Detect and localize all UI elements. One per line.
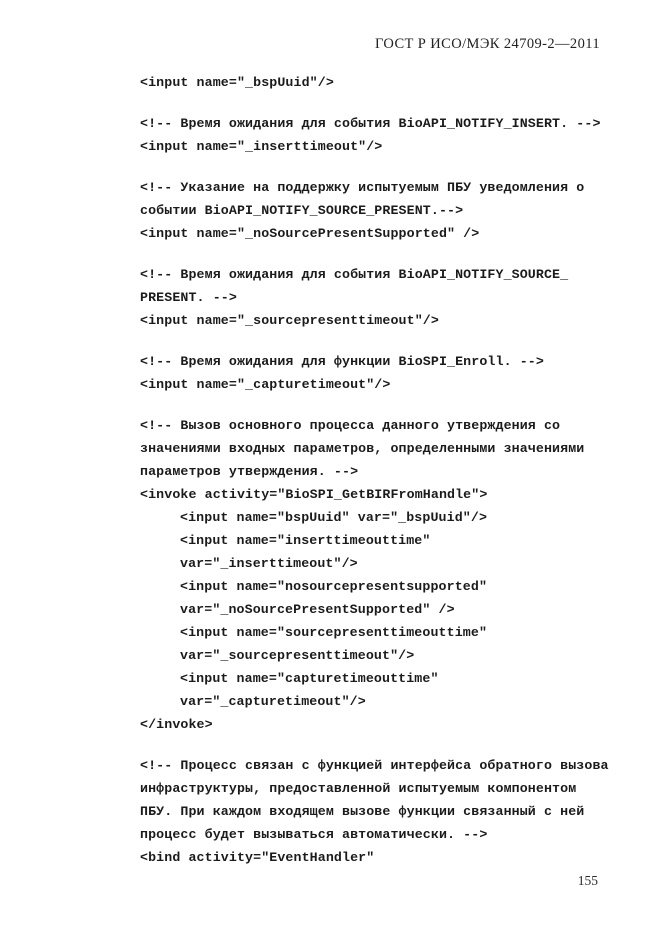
- code-line: <!-- Время ожидания для функции BioSPI_Enroll. -->: [140, 354, 544, 369]
- code-line: var="_sourcepresenttimeout"/>: [180, 648, 415, 663]
- code-line: <input name="nosourcepresentsupported": [180, 579, 488, 594]
- code-paragraph: [140, 263, 623, 332]
- code-line: <input name="_inserttimeout"/>: [140, 139, 383, 154]
- code-line: <input name="bspUuid" var="_bspUuid"/>: [180, 510, 488, 525]
- code-line: параметров утверждения. -->: [140, 464, 359, 479]
- code-line: <!-- Время ожидания для события BioAPI_NOTIFY_SOURCE_: [140, 267, 569, 282]
- code-line: событии BioAPI_NOTIFY_SOURCE_PRESENT.-->: [140, 203, 464, 218]
- code-line: var="_inserttimeout"/>: [180, 556, 358, 571]
- code-paragraph: [140, 71, 623, 94]
- code-line: <input name="_sourcepresenttimeout"/>: [140, 313, 439, 328]
- code-paragraph: [140, 112, 623, 158]
- code-line: <!-- Время ожидания для события BioAPI_NOTIFY_INSERT. -->: [140, 116, 601, 131]
- code-line: <!-- Указание на поддержку испытуемым ПБУ уведомления о: [140, 180, 585, 195]
- code-paragraph: [140, 414, 623, 736]
- code-line: <!-- Вызов основного процесса данного утверждения со: [140, 418, 561, 433]
- code-line: var="_noSourcePresentSupported" />: [180, 602, 455, 617]
- code-paragraph: [140, 350, 623, 396]
- code-line: ПБУ. При каждом входящем вызове функции связанный с ней: [140, 804, 585, 819]
- code-line: var="_capturetimeout"/>: [180, 694, 366, 709]
- code-line: инфраструктуры, предоставленной испытуемым компонентом: [140, 781, 577, 796]
- code-line: <input name="_noSourcePresentSupported" />: [140, 226, 480, 241]
- code-line: значениями входных параметров, определенными значениями: [140, 441, 585, 456]
- code-line: <bind activity="EventHandler": [140, 850, 375, 865]
- code-line: <input name="capturetimeouttime": [180, 671, 439, 686]
- standard-number-header: ГОСТ Р ИСО/МЭК 24709-2—2011: [374, 36, 600, 52]
- code-paragraph: [140, 754, 623, 869]
- code-line: процесс будет вызываться автоматически. -->: [140, 827, 488, 842]
- code-line: PRESENT. -->: [140, 290, 237, 305]
- code-line: <!-- Процесс связан с функцией интерфейса обратного вызова: [140, 758, 609, 773]
- code-line: <input name="inserttimeouttime": [180, 533, 431, 548]
- code-line: <input name="_bspUuid"/>: [140, 75, 334, 90]
- code-line: </invoke>: [140, 717, 213, 732]
- code-listing: [140, 71, 623, 869]
- page-number: 155: [577, 873, 598, 888]
- code-line: <invoke activity="BioSPI_GetBIRFromHandle">: [140, 487, 488, 502]
- code-line: <input name="_capturetimeout"/>: [140, 377, 391, 392]
- code-line: <input name="sourcepresenttimeouttime": [180, 625, 488, 640]
- code-paragraph: [140, 176, 623, 245]
